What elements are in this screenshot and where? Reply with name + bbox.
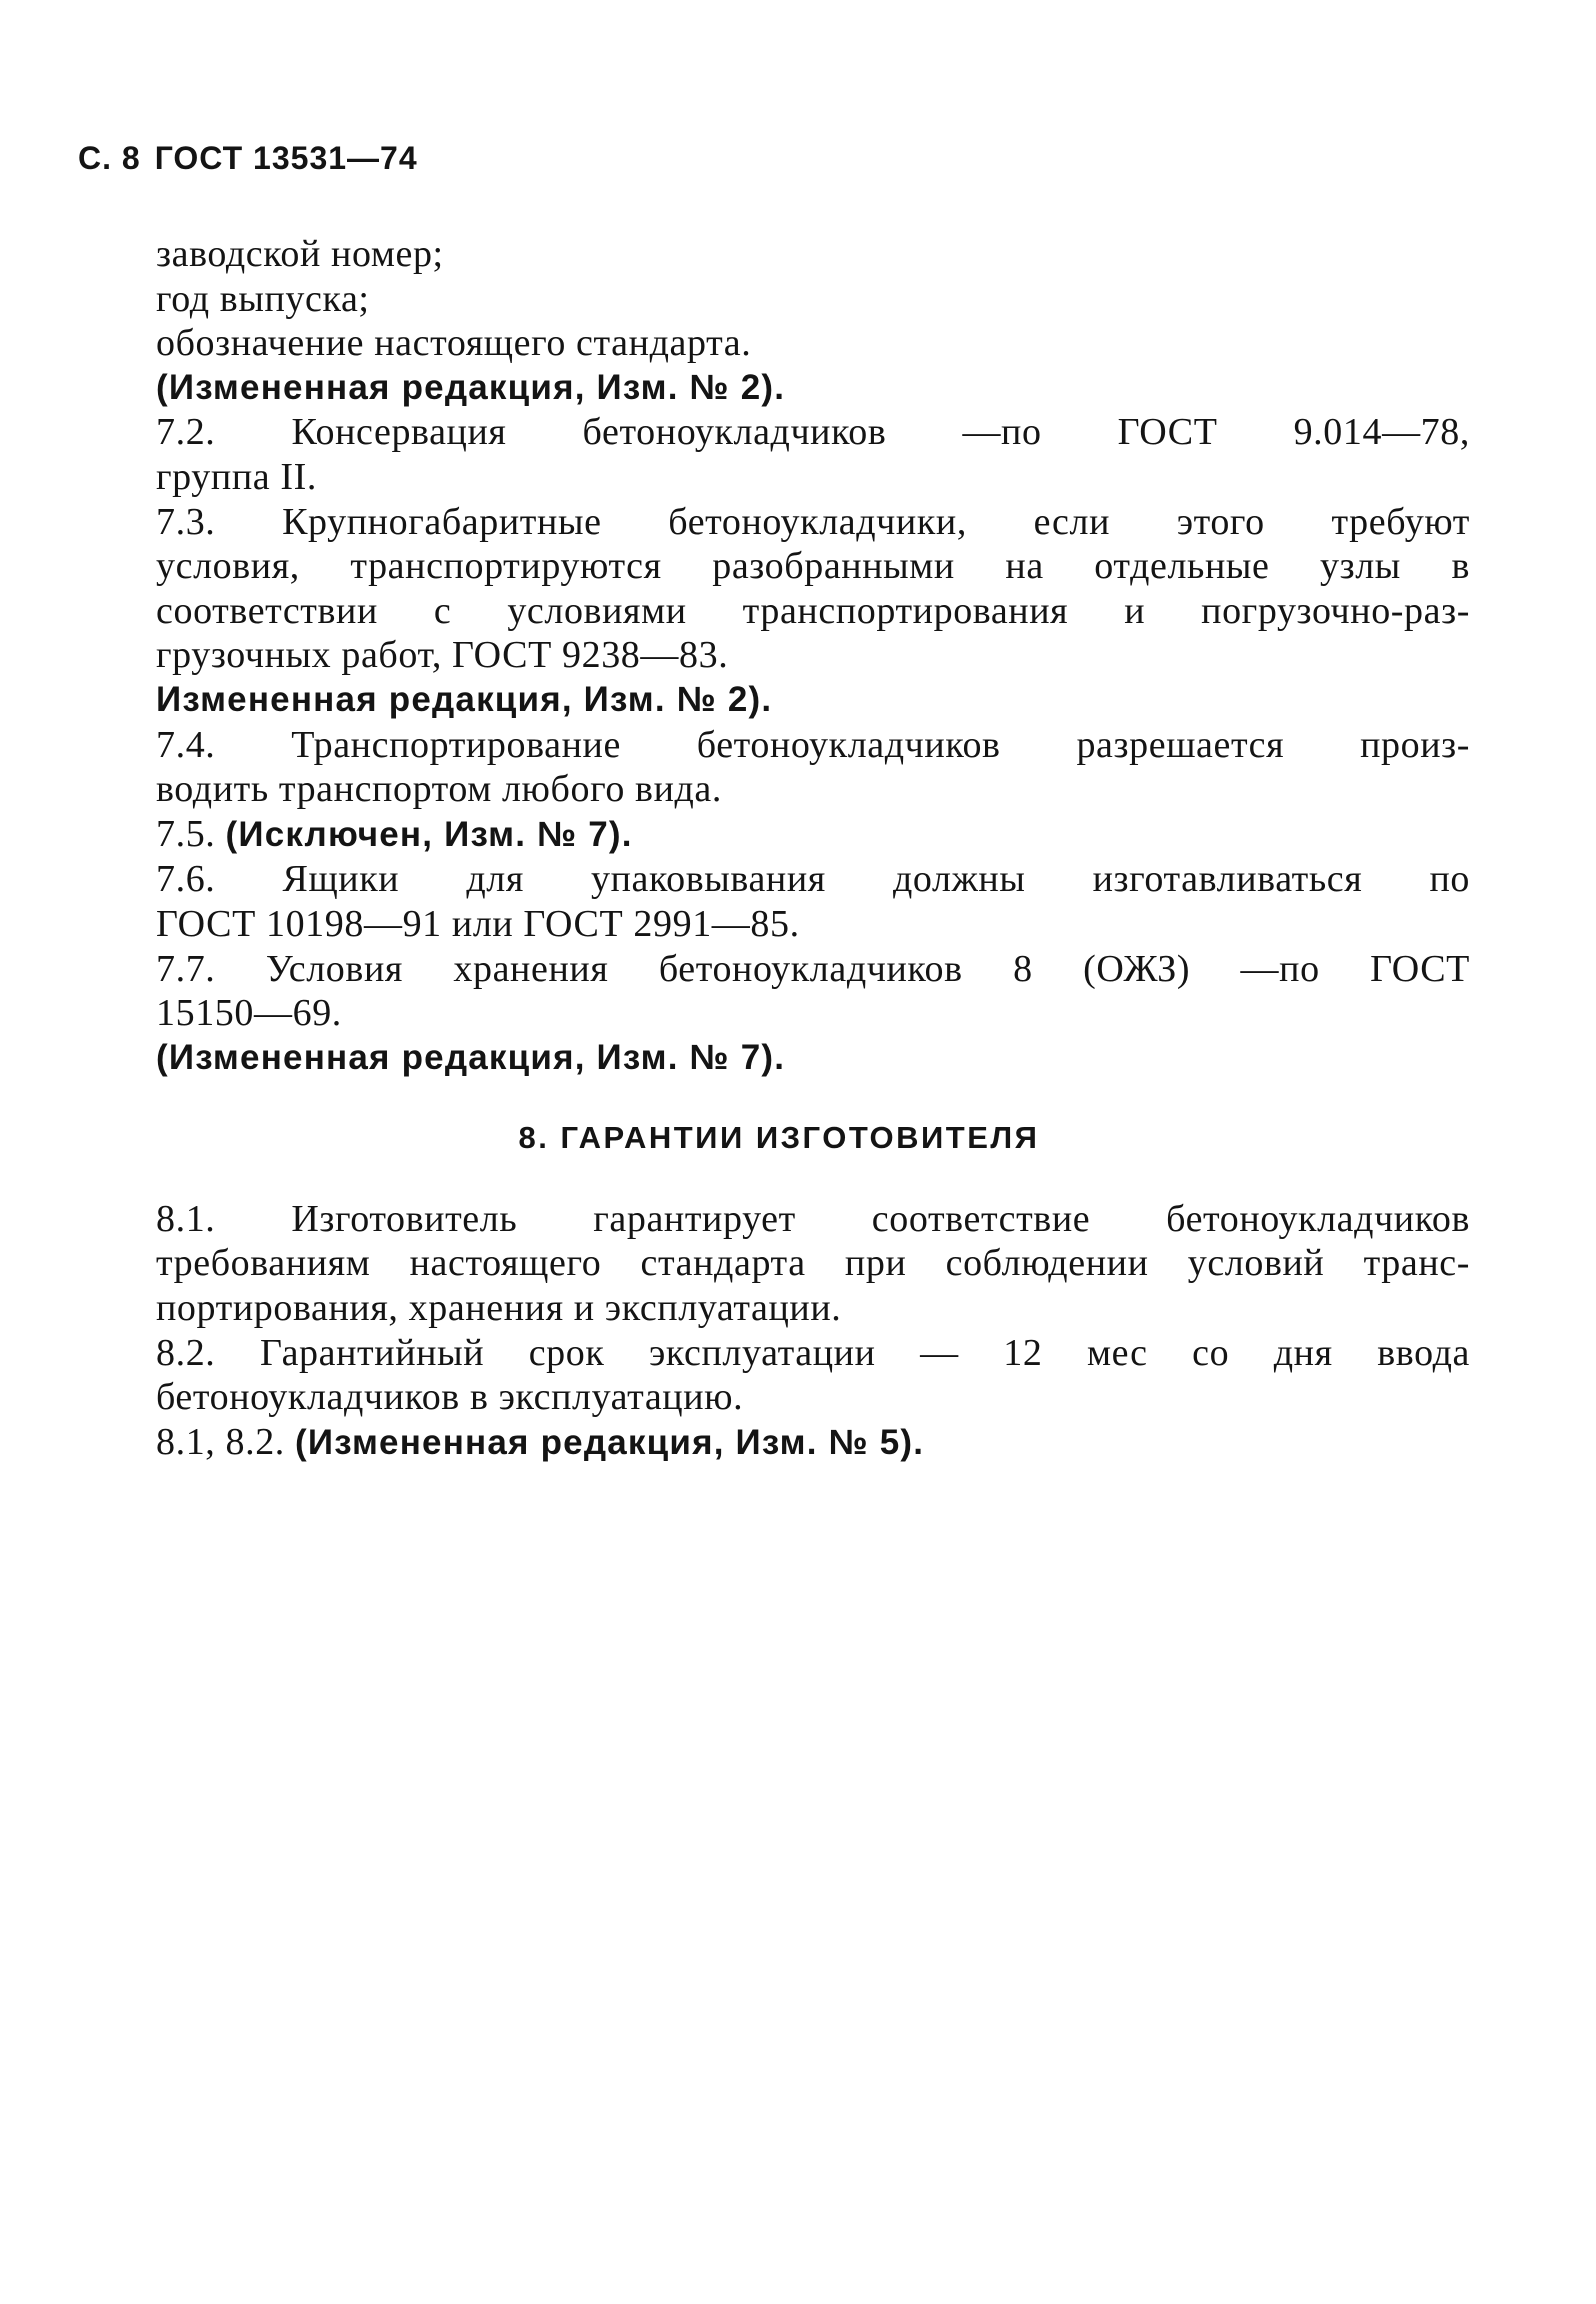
standard-id: ГОСТ 13531—74: [154, 140, 418, 176]
clause-7-6-line-2: ГОСТ 10198—91 или ГОСТ 2991—85.: [156, 902, 800, 945]
clause-7-7: [88, 947, 1470, 1081]
clause-7-3-line-2: условия, транспортируются разобранными на отдельные узлы в: [156, 545, 1470, 588]
clause-7-2-line-1: 7.2. Консервация бетоноукладчиков —по ГОСТ 9.014—78,: [156, 411, 1470, 454]
clause-7-7-line-1: 7.7. Условия хранения бетоноукладчиков 8 (ОЖЗ) —по ГОСТ: [156, 947, 1470, 990]
list-item-standard-designation: обозначение настоящего стандарта.: [156, 322, 752, 365]
amendment-note: Измененная редакция, Изм. № 2).: [156, 679, 773, 719]
clause-7-4: [88, 723, 1470, 812]
clause-7-2: [88, 410, 1470, 499]
amendment-note: (Измененная редакция, Изм. № 5).: [295, 1422, 925, 1462]
clause-8-1-line-3: портирования, хранения и эксплуатации.: [156, 1287, 842, 1330]
clause-8-2-line-2: бетоноукладчиков в эксплуатацию.: [156, 1376, 744, 1419]
clause-8-1: [88, 1197, 1470, 1331]
clause-7-6-line-1: 7.6. Ящики для упаковывания должны изготавливаться по: [156, 858, 1470, 901]
clause-7-2-line-2: группа II.: [156, 455, 317, 498]
amendment-note: (Измененная редакция, Изм. № 2).: [156, 367, 786, 407]
clause-7-5-excluded-note: (Исключен, Изм. № 7).: [225, 814, 633, 854]
clause-7-3: [88, 500, 1470, 723]
clause-7-3-line-3: соответствии с условиями транспортирования и погрузочно-раз-: [156, 589, 1470, 632]
clauses-8-1-8-2-amendment: [88, 1420, 1470, 1466]
list-item-serial-number: заводской номер;: [156, 233, 444, 275]
clause-7-4-line-1: 7.4. Транспортирование бетоноукладчиков разрешается произ-: [156, 723, 1470, 766]
document-body: [88, 232, 1470, 1465]
clause-8-1-line-2: требованиям настоящего стандарта при соблюдении условий транс-: [156, 1242, 1470, 1285]
clause-7-6: [88, 857, 1470, 946]
clauses-number: 8.1, 8.2.: [156, 1420, 285, 1463]
clause-7-7-line-2: 15150—69.: [156, 992, 342, 1035]
clause-8-2-line-1: 8.2. Гарантийный срок эксплуатации — 12 мес со дня ввода: [156, 1331, 1470, 1374]
clause-7-3-line-4: грузочных работ, ГОСТ 9238—83.: [156, 634, 729, 677]
list-item-year: год выпуска;: [156, 277, 370, 320]
clause-8-2: [88, 1331, 1470, 1420]
clause-7-3-line-1: 7.3. Крупногабаритные бетоноукладчики, если этого требуют: [156, 500, 1470, 543]
amendment-note: (Измененная редакция, Изм. № 7).: [156, 1037, 786, 1077]
marking-list: [88, 232, 1470, 410]
page-number: С. 8: [78, 140, 141, 176]
clause-7-5: [88, 812, 1470, 858]
section-heading: 8. ГАРАНТИИ ИЗГОТОВИТЕЛЯ: [518, 1120, 1040, 1156]
clause-8-1-line-1: 8.1. Изготовитель гарантирует соответствие бетоноукладчиков: [156, 1197, 1470, 1240]
clause-7-4-line-2: водить транспортом любого вида.: [156, 768, 723, 811]
clause-7-5-number: 7.5.: [156, 812, 216, 855]
page-header: [78, 140, 418, 177]
